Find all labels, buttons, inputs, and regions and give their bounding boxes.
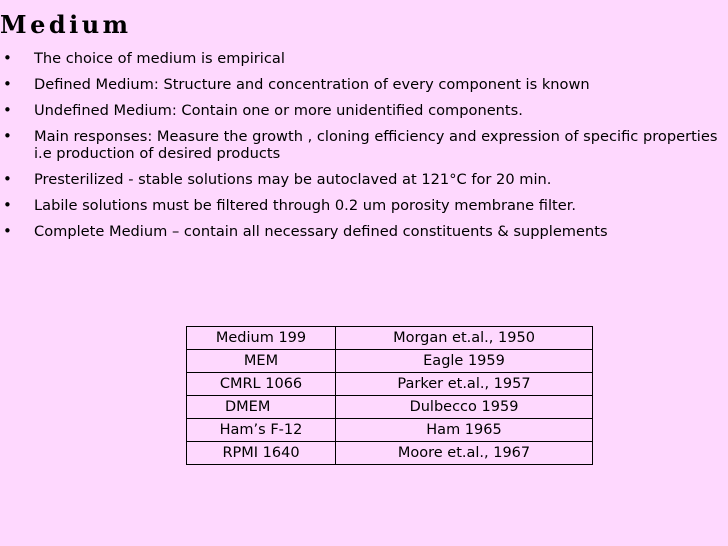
medium-name-cell: CMRL 1066 bbox=[187, 373, 336, 396]
medium-source-cell: Moore et.al., 1967 bbox=[336, 442, 593, 465]
bullet-dot-icon: • bbox=[3, 196, 12, 214]
bullet-text: Main responses: Measure the growth , cloning efficiency and expression of specific properties i.e production of desired products bbox=[34, 128, 718, 162]
bullet-list bbox=[0, 50, 728, 249]
bullet-text: Undefined Medium: Contain one or more unidentified components. bbox=[34, 102, 523, 119]
bullet-item bbox=[0, 50, 728, 67]
bullet-item bbox=[0, 223, 728, 240]
bullet-dot-icon: • bbox=[3, 127, 12, 145]
bullet-dot-icon: • bbox=[3, 49, 12, 67]
table-row bbox=[187, 373, 593, 396]
table-row bbox=[187, 350, 593, 373]
bullet-dot-icon: • bbox=[3, 222, 12, 240]
bullet-item bbox=[0, 128, 728, 162]
medium-source-cell: Eagle 1959 bbox=[336, 350, 593, 373]
medium-name-cell: RPMI 1640 bbox=[187, 442, 336, 465]
table-row bbox=[187, 442, 593, 465]
table-row bbox=[187, 396, 593, 419]
bullet-item bbox=[0, 102, 728, 119]
slide-title: Medium bbox=[0, 10, 132, 39]
medium-name-cell: Medium 199 bbox=[187, 327, 336, 350]
medium-name-cell: MEM bbox=[187, 350, 336, 373]
medium-name-cell: DMEM bbox=[187, 396, 336, 419]
bullet-dot-icon: • bbox=[3, 170, 12, 188]
table-row bbox=[187, 327, 593, 350]
table-row bbox=[187, 419, 593, 442]
bullet-item bbox=[0, 76, 728, 93]
medium-source-cell: Parker et.al., 1957 bbox=[336, 373, 593, 396]
medium-source-cell: Morgan et.al., 1950 bbox=[336, 327, 593, 350]
bullet-text: Labile solutions must be filtered through 0.2 um porosity membrane filter. bbox=[34, 197, 577, 214]
medium-source-cell: Dulbecco 1959 bbox=[336, 396, 593, 419]
bullet-item bbox=[0, 197, 728, 214]
bullet-dot-icon: • bbox=[3, 75, 12, 93]
bullet-item bbox=[0, 171, 728, 188]
media-table bbox=[186, 326, 593, 465]
bullet-text: Defined Medium: Structure and concentration of every component is known bbox=[34, 76, 590, 93]
bullet-text: Complete Medium – contain all necessary defined constituents & supplements bbox=[34, 223, 608, 240]
medium-source-cell: Ham 1965 bbox=[336, 419, 593, 442]
medium-name-cell: Ham’s F-12 bbox=[187, 419, 336, 442]
bullet-text: The choice of medium is empirical bbox=[34, 50, 285, 67]
bullet-text: Presterilized - stable solutions may be autoclaved at 121°C for 20 min. bbox=[34, 171, 552, 188]
bullet-dot-icon: • bbox=[3, 101, 12, 119]
